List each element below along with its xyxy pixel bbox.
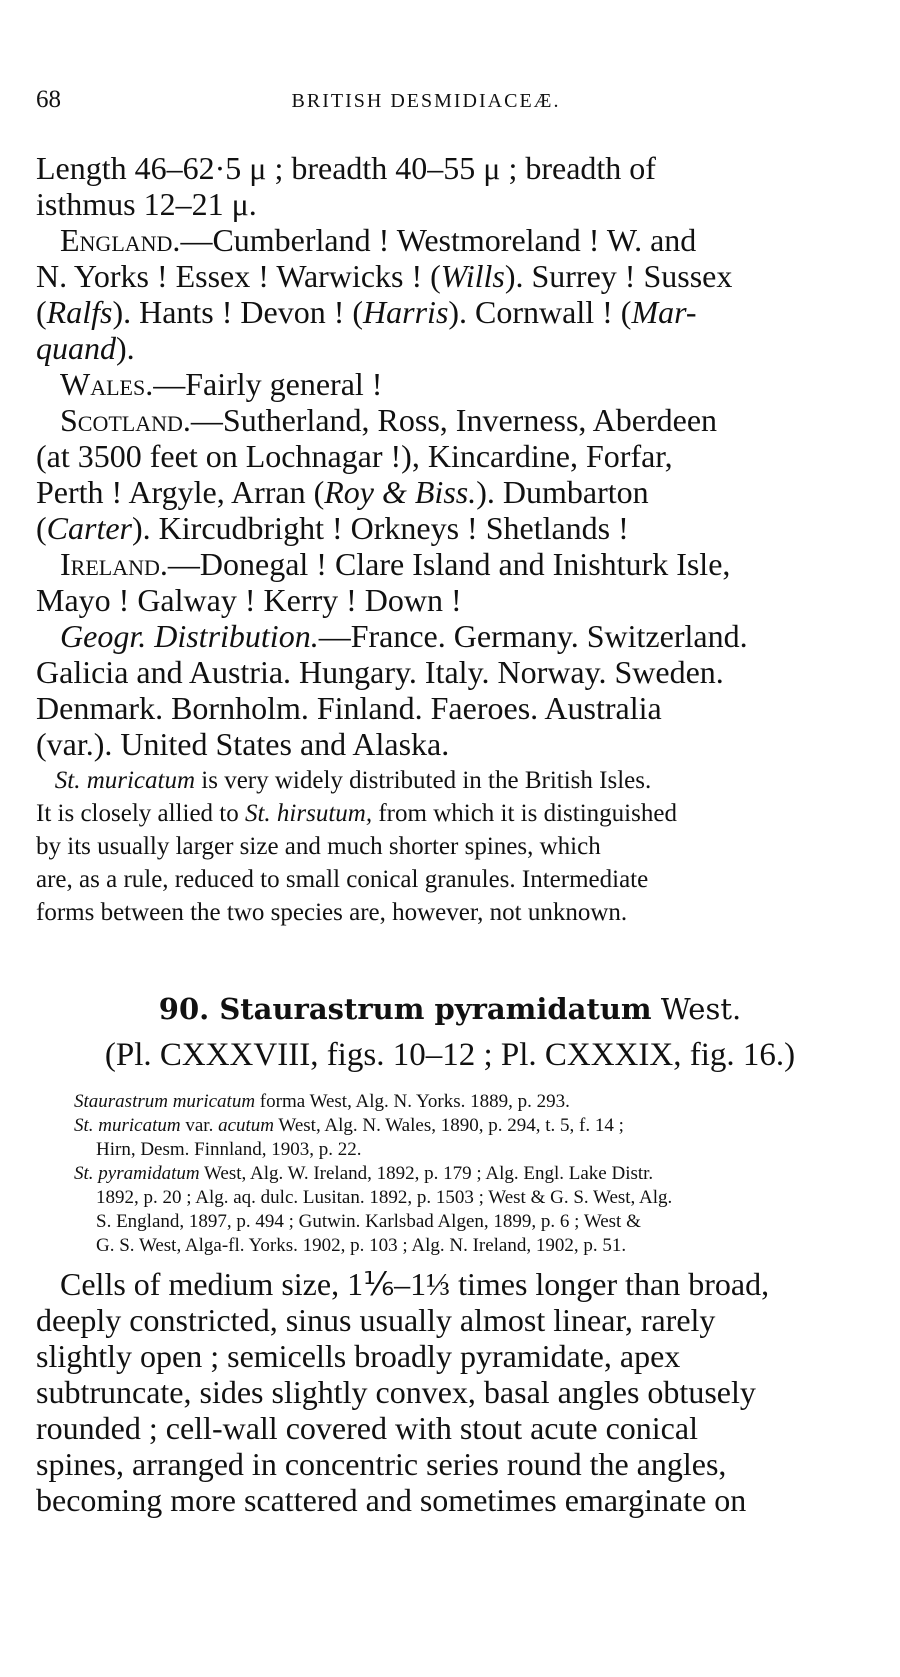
species-name: 90. Staurastrum pyramidatum bbox=[158, 992, 652, 1026]
synonym-entry bbox=[74, 1114, 814, 1162]
text-line: Length 46–62·5 μ ; breadth 40–55 μ ; breadth of bbox=[36, 150, 656, 186]
text-line: are, as a rule, reduced to small conical granules. Intermediate bbox=[36, 866, 649, 893]
taxon-name: Staurastrum muricatum bbox=[74, 1091, 256, 1112]
text-line: forms between the two species are, however, not unknown. bbox=[36, 899, 628, 926]
text-span: ). Cornwall ! ( bbox=[448, 294, 632, 330]
collector-name: Ralfs bbox=[46, 294, 113, 330]
collector-name: Harris bbox=[363, 294, 449, 330]
taxon-name: St. muricatum bbox=[74, 1115, 181, 1136]
text-line: (at 3500 feet on Lochnagar !), Kincardine, Forfar, bbox=[36, 438, 673, 474]
wales-line bbox=[36, 366, 810, 402]
text-span: var. bbox=[180, 1115, 219, 1136]
text-span: West, Alg. N. Wales, 1890, p. 294, t. 5, f. 14 ; bbox=[274, 1115, 624, 1136]
species-heading bbox=[0, 990, 900, 1028]
page-header bbox=[36, 86, 816, 122]
text-span: from which it is distinguished bbox=[372, 800, 677, 827]
collector-name: Wills bbox=[440, 258, 505, 294]
text-span: —Cumberland ! Westmoreland ! W. and bbox=[180, 222, 697, 258]
collector-name: Mar- bbox=[631, 294, 697, 330]
cells-description bbox=[36, 1266, 810, 1518]
plate-reference: (Pl. CXXXVIII, figs. 10–12 ; Pl. CXXXIX, fig. 16.) bbox=[104, 1037, 796, 1073]
running-title: BRITISH DESMIDIACEÆ. bbox=[291, 90, 561, 112]
text-line bbox=[74, 1090, 814, 1114]
text-span: ). bbox=[116, 330, 135, 366]
text-line: isthmus 12–21 μ. bbox=[36, 186, 257, 222]
text-span: ). Dumbarton bbox=[476, 474, 649, 510]
taxon-name: St. muricatum bbox=[54, 767, 196, 794]
description-paragraph bbox=[36, 150, 810, 762]
text-line: Mayo ! Galway ! Kerry ! Down ! bbox=[36, 582, 462, 618]
text-line: G. S. West, Alga-fl. Yorks. 1902, p. 103 ; Alg. N. Ireland, 1902, p. 51. bbox=[96, 1235, 627, 1256]
text-span: It is closely allied to bbox=[36, 800, 245, 827]
text-span: ( bbox=[36, 510, 47, 546]
taxon-name: St. hirsutum, bbox=[244, 800, 373, 827]
text-line bbox=[36, 258, 810, 294]
collector-name: Carter bbox=[46, 510, 132, 546]
text-line: spines, arranged in concentric series round the angles, bbox=[36, 1446, 727, 1482]
text-line bbox=[36, 330, 810, 366]
text-span: ). Kircudbright ! Orkneys ! Shetlands ! bbox=[132, 510, 629, 546]
text-span: is very widely distributed in the British Isles. bbox=[195, 767, 652, 794]
region-label: England. bbox=[60, 222, 181, 258]
taxon-name: acutum bbox=[218, 1115, 275, 1136]
text-span: ( bbox=[36, 294, 47, 330]
text-span: Perth ! Argyle, Arran ( bbox=[36, 474, 325, 510]
region-label: Wales. bbox=[60, 366, 154, 402]
text-line bbox=[74, 1114, 814, 1138]
geogr-line bbox=[36, 618, 810, 654]
text-span: —Sutherland, Ross, Inverness, Aberdeen bbox=[190, 402, 718, 438]
text-span: ). Hants ! Devon ! ( bbox=[112, 294, 364, 330]
text-line bbox=[36, 764, 810, 797]
text-line: subtruncate, sides slightly convex, basal angles obtusely bbox=[36, 1374, 756, 1410]
text-line: Hirn, Desm. Finnland, 1903, p. 22. bbox=[96, 1139, 362, 1160]
text-line bbox=[74, 1162, 814, 1186]
text-line: S. England, 1897, p. 494 ; Gutwin. Karlsbad Algen, 1899, p. 6 ; West & bbox=[96, 1211, 641, 1232]
text-span: —France. Germany. Switzerland. bbox=[318, 618, 748, 654]
region-label: Ireland. bbox=[60, 546, 168, 582]
text-line: Denmark. Bornholm. Finland. Faeroes. Australia bbox=[36, 690, 662, 726]
text-span: forma West, Alg. N. Yorks. 1889, p. 293. bbox=[255, 1091, 570, 1112]
text-span: N. Yorks ! Essex ! Warwicks ! ( bbox=[36, 258, 441, 294]
text-span: —Donegal ! Clare Island and Inishturk Isle, bbox=[167, 546, 731, 582]
text-line: by its usually larger size and much shorter spines, which bbox=[36, 833, 601, 860]
text-line bbox=[36, 797, 810, 830]
synonymy-list bbox=[74, 1090, 814, 1258]
text-line bbox=[36, 474, 810, 510]
text-span: Cells of medium size, 1⅙–1⅓ times longer than broad, bbox=[60, 1266, 770, 1302]
taxon-name: St. pyramidatum bbox=[74, 1163, 200, 1184]
text-line: deeply constricted, sinus usually almost linear, rarely bbox=[36, 1302, 716, 1338]
text-line: (var.). United States and Alaska. bbox=[36, 726, 450, 762]
species-author: West. bbox=[651, 992, 742, 1026]
collector-name: Roy & Biss. bbox=[324, 474, 477, 510]
text-line: 1892, p. 20 ; Alg. aq. dulc. Lusitan. 1892, p. 1503 ; West & G. S. West, Alg. bbox=[96, 1187, 673, 1208]
text-span: West, Alg. W. Ireland, 1892, p. 179 ; Alg. Engl. Lake Distr. bbox=[199, 1163, 654, 1184]
england-line bbox=[36, 222, 810, 258]
collector-name: quand bbox=[36, 330, 116, 366]
scotland-line bbox=[36, 402, 810, 438]
synonym-entry bbox=[74, 1162, 814, 1258]
text-line: rounded ; cell-wall covered with stout acute conical bbox=[36, 1410, 698, 1446]
note-paragraph bbox=[36, 764, 810, 929]
text-line: slightly open ; semicells broadly pyramidate, apex bbox=[36, 1338, 681, 1374]
text-line: becoming more scattered and sometimes emarginate on bbox=[36, 1482, 747, 1518]
section-label: Geogr. Distribution. bbox=[60, 618, 319, 654]
ireland-line bbox=[36, 546, 810, 582]
text-span: —Fairly general ! bbox=[153, 366, 383, 402]
text-line bbox=[36, 294, 810, 330]
text-span: ). Surrey ! Sussex bbox=[504, 258, 733, 294]
region-label: Scotland. bbox=[60, 402, 191, 438]
text-line bbox=[36, 510, 810, 546]
text-line: Galicia and Austria. Hungary. Italy. Norway. Sweden. bbox=[36, 654, 724, 690]
page-number: 68 bbox=[36, 86, 61, 113]
text-line bbox=[36, 1266, 810, 1302]
synonym-entry bbox=[74, 1090, 814, 1114]
